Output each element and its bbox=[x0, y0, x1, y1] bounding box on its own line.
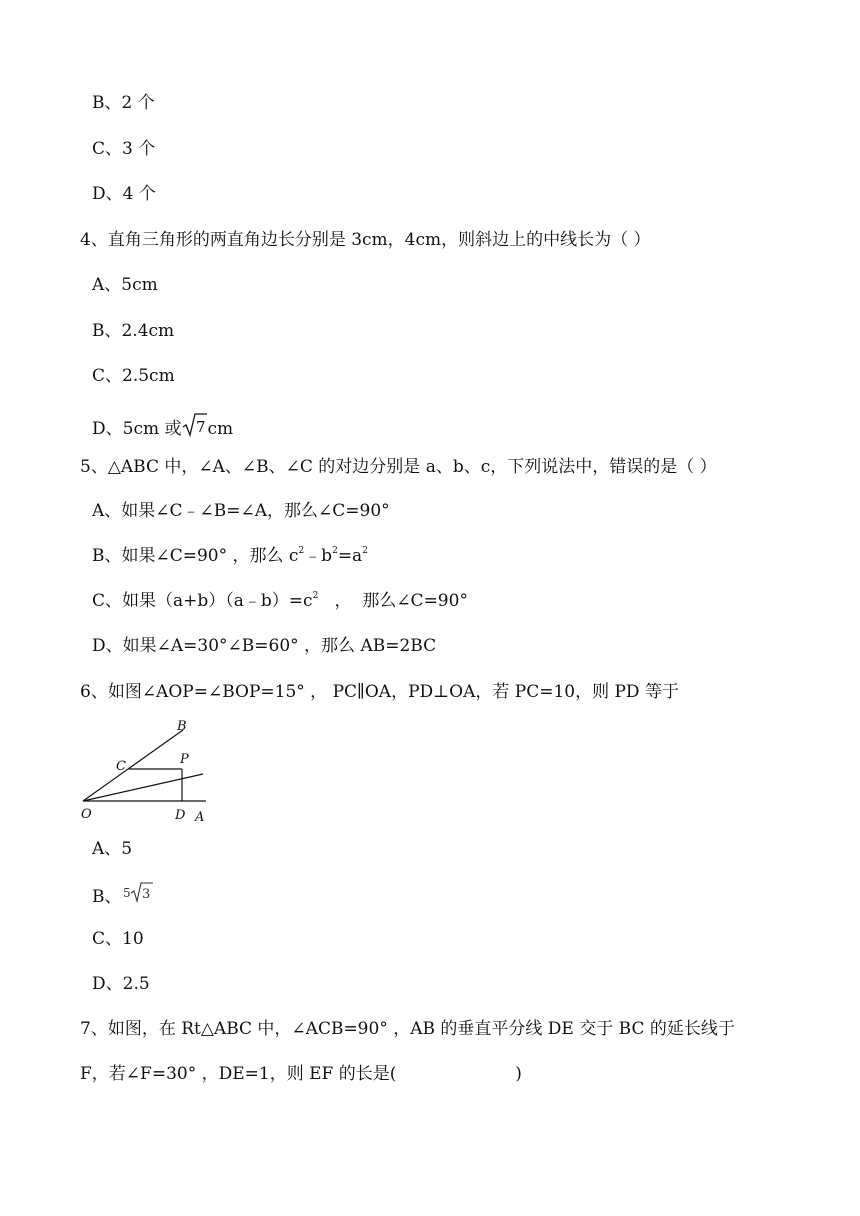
label-a: A bbox=[195, 810, 205, 824]
q5-option-b bbox=[92, 545, 368, 567]
label-d: D bbox=[175, 808, 186, 823]
q4-stem: 4、直角三角形的两直角边长分别是 3cm，4cm，则斜边上的中线长为（ ） bbox=[80, 230, 651, 250]
q4-radicand: 7 bbox=[195, 418, 206, 436]
q6-option-b-prefix: B、 bbox=[92, 887, 122, 907]
sqrt-icon bbox=[182, 412, 208, 444]
exponent: 2 bbox=[332, 546, 338, 556]
q7-stem-line2: F，若∠F=30° ，DE=1，则 EF 的长是( ) bbox=[80, 1064, 522, 1084]
q6-stem: 6、如图∠AOP=∠BOP=15° ， PC∥OA，PD⊥OA，若 PC=10，则 PD 等于 bbox=[80, 682, 679, 702]
q5-option-c-text2: ， 那么∠C=90° bbox=[318, 591, 468, 611]
q5-stem: 5、△ABC 中，∠A、∠B、∠C 的对边分别是 a、b、c，下列说法中，错误的是（ ） bbox=[80, 457, 717, 477]
q4-option-d-prefix: D、5cm 或 bbox=[92, 419, 182, 439]
q6-radicand: 3 bbox=[141, 887, 150, 902]
q5-option-b-text3: =a bbox=[337, 546, 363, 566]
q6-option-d: D、2.5 bbox=[92, 974, 150, 994]
q4-option-b: B、2.4cm bbox=[92, 321, 175, 341]
q7-stem-line1: 7、如图，在 Rt△ABC 中，∠ACB=90° ，AB 的垂直平分线 DE 交于 BC 的延长线于 bbox=[80, 1019, 735, 1039]
q5-option-a: A、如果∠C﹣∠B=∠A，那么∠C=90° bbox=[92, 501, 390, 521]
label-o: O bbox=[81, 807, 92, 822]
label-c: C bbox=[116, 759, 126, 774]
q4-option-a: A、5cm bbox=[92, 275, 158, 295]
q6-coefficient: 5 bbox=[122, 886, 131, 900]
q3-option-b: B、2 个 bbox=[92, 93, 155, 113]
exponent: 2 bbox=[362, 546, 368, 556]
q3-option-c: C、3 个 bbox=[92, 139, 156, 159]
q3-option-d: D、4 个 bbox=[92, 184, 156, 204]
q6-geometry-figure bbox=[78, 714, 213, 824]
q6-option-c: C、10 bbox=[92, 929, 144, 949]
q6-option-b bbox=[92, 882, 156, 910]
label-p: P bbox=[180, 752, 189, 767]
q6-option-a: A、5 bbox=[92, 839, 133, 859]
q5-option-d: D、如果∠A=30°∠B=60° ，那么 AB=2BC bbox=[92, 636, 437, 656]
sqrt-icon bbox=[122, 882, 156, 910]
q5-option-c bbox=[92, 590, 468, 612]
label-b: B bbox=[177, 719, 187, 734]
q5-option-b-text: B、如果∠C=90° ，那么 c bbox=[92, 546, 299, 566]
q4-option-c: C、2.5cm bbox=[92, 366, 175, 386]
q4-option-d-suffix: cm bbox=[207, 419, 234, 439]
q5-option-c-text: C、如果（a+b）（a﹣b）=c bbox=[92, 591, 313, 611]
exponent: 2 bbox=[312, 591, 319, 601]
q4-option-d bbox=[92, 412, 233, 444]
q5-option-b-text2: ﹣b bbox=[304, 546, 333, 566]
exponent: 2 bbox=[298, 546, 305, 556]
